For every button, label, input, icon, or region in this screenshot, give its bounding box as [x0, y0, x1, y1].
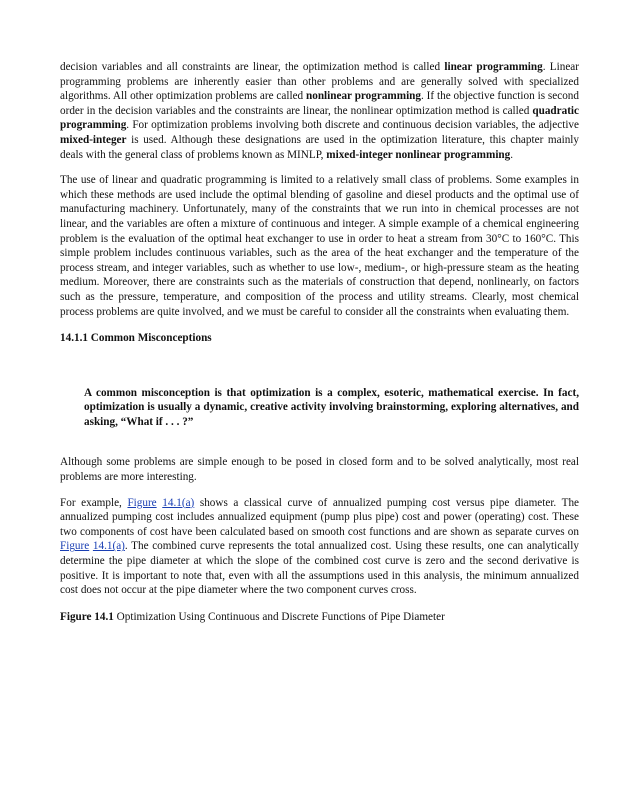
paragraph-linear-limits: The use of linear and quadratic programming is limited to a relatively small class of problems. Some examples in which these methods are used include the optimal blending of gasoline and diesel products and the optimal use of manufacturing machinery. Unfortunately, many of the constraints that we run into in chemical processes are not linear, and the variables are often a mixture of continuous and integer. A simple example of a chemical engineering problem is the evaluation of the optimal heat exchanger to use in order to heat a stream from 30°C to 160°C. This simple problem includes continuous variables, such as the area of the heat exchanger and the temperature of the process stream, and integer variables, such as whether to use low-, medium-, or high-pressure steam as the heating medium. Moreover, there are constraints such as the materials of construction that depend, nonlinearly, on factors such as the pressure, temperature, and composition of the process and utility streams. Clearly, most chemical process problems are quite involved, and we must be careful to consider all the constraints when evaluating them. — [60, 174, 579, 318]
figure-caption — [60, 610, 579, 625]
text-run: . Linear programming problems are inherently easier than other problems and are generally solved with specialized algorithms. All other optimization problems are called — [60, 61, 579, 103]
figure-ref-link[interactable]: 14.1(a) — [162, 496, 195, 509]
paragraph-pumping-cost — [60, 496, 579, 598]
caption-text: Optimization Using Continuous and Discrete Functions of Pipe Diameter — [113, 610, 445, 623]
text-run: decision variables and all constraints are linear, the optimization method is called — [60, 61, 445, 73]
term-nonlinear-programming: nonlinear programming — [306, 90, 421, 103]
caption-label: Figure 14.1 — [60, 610, 114, 623]
figure-link[interactable]: Figure — [60, 540, 90, 553]
term-quadratic-programming: quadratic programming — [60, 104, 579, 132]
section-heading: 14.1.1 Common Misconceptions — [60, 332, 212, 345]
text-run: . If the objective function is second order in the decision variables and the constraints are linear, the nonlinear optimization method is called — [60, 90, 579, 117]
text-run: For example, — [60, 496, 128, 509]
text-run: . For optimization problems involving both discrete and continuous decision variables, the adjective — [126, 119, 579, 132]
figure-link[interactable]: Figure — [127, 496, 157, 509]
text-run: shows a classical curve of annualized pumping cost versus pipe diameter. The annualized pumping cost includes annualized equipment (pump plus pipe) cost and power (operating) cost. These two components of cost have been calculated based on smooth cost functions and are shown as separate curves on — [60, 496, 580, 538]
paragraph-closed-form: Although some problems are simple enough to be posed in closed form and to be solved analytically, most real problems are more interesting. — [60, 456, 579, 484]
document-page — [60, 60, 579, 624]
term-mixed-integer: mixed-integer — [60, 133, 127, 146]
paragraph-programming-types — [60, 60, 579, 162]
figure-ref-link[interactable]: 14.1(a) — [92, 540, 125, 553]
term-linear-programming: linear programming — [444, 61, 543, 73]
text-run: . — [510, 148, 514, 161]
term-minlp: mixed-integer nonlinear programming — [326, 148, 511, 161]
text-run: is used. Although these designations are used in the optimization literature, this chapter mainly deals with the general class of problems known as MINLP, — [60, 133, 579, 161]
text-run: . The combined curve represents the total annualized cost. Using these results, one can analytically determine the pipe diameter at which the slope of the combined cost curve is zero and the second derivative is positive. It is important to note that, even with all the assumptions used in this analysis, the minimum annualized cost does not occur at the pipe diameter where the two component curves cross. — [60, 540, 579, 597]
callout-misconception: A common misconception is that optimization is a complex, esoteric, mathematical exercise. In fact, optimization is usually a dynamic, creative activity involving brainstorming, exploring alternatives, and asking, “What if . . . ?” — [84, 386, 579, 428]
